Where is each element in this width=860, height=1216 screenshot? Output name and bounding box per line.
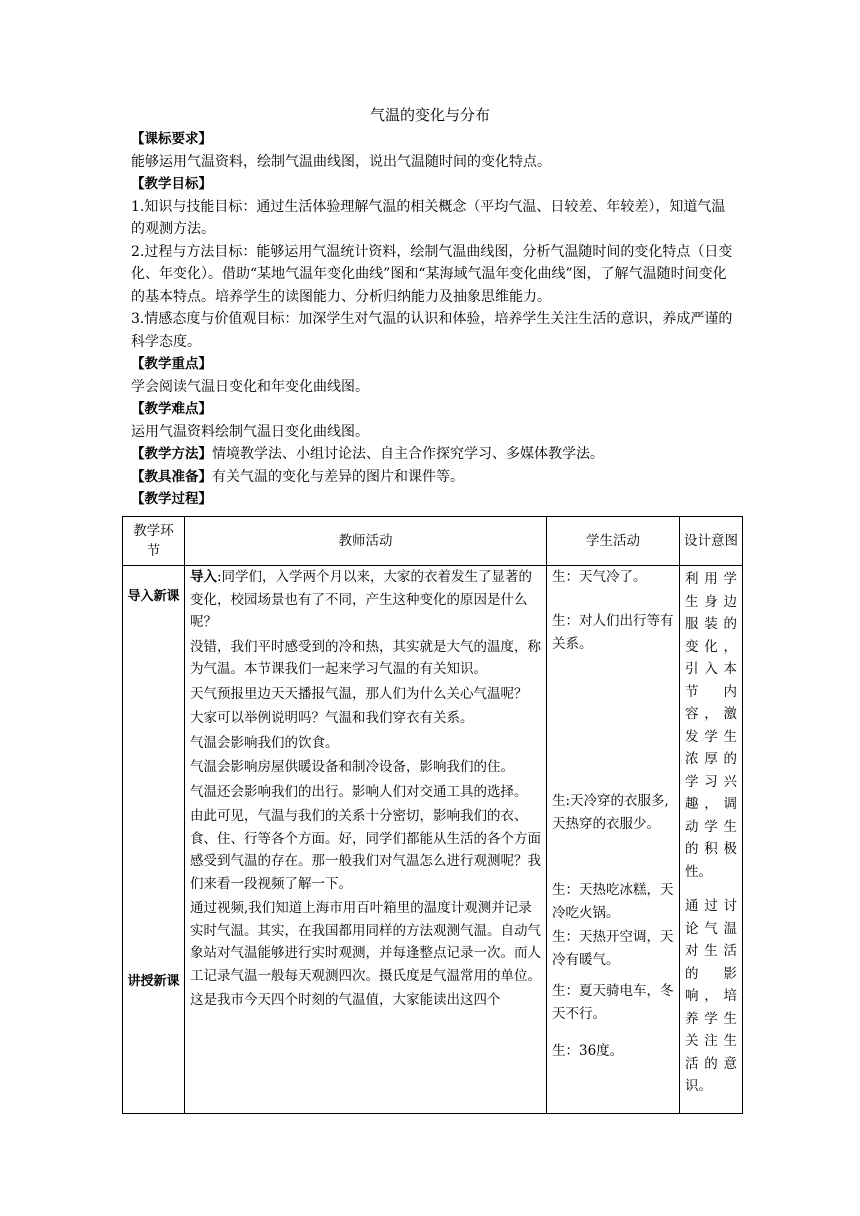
prep-text: 有关气温的变化与差异的图片和课件等。 (212, 468, 464, 485)
teacher-paragraph: 气温还会影响我们的出行。影响人们对交通工具的选择。 (190, 783, 528, 800)
section-heading-key: 【教学重点】 (131, 356, 212, 372)
stage-intro: 导入新课 (127, 589, 180, 604)
method-text: 情境教学法、小组讨论法、自主合作探究学习、多媒体教学法。 (212, 446, 604, 462)
header-teacher: 教师活动 (185, 517, 547, 566)
header-design: 设计意图 (680, 517, 743, 566)
stage-teach: 讲授新课 (127, 974, 180, 989)
table-row (123, 566, 743, 1114)
standard-text: 能够运用气温资料，绘制气温曲线图，说出气温随时间的变化特点。 (131, 153, 551, 170)
intro-label: 导入 (190, 569, 217, 585)
student-response: 生：天热吃冰糕，天冷吃火锅。 (552, 882, 674, 921)
section-heading-process: 【教学过程】 (131, 491, 212, 507)
student-response: 生：夏天骑电车，冬天不行。 (552, 983, 674, 1022)
section-heading-standard: 【课标要求】 (131, 131, 212, 147)
teacher-activity-cell (185, 566, 547, 1114)
page-title: 气温的变化与分布 (369, 106, 490, 124)
student-response: 生：36度。 (552, 1043, 624, 1059)
design-intent-cell (680, 566, 743, 1114)
goal-attitude: 3.情感态度与价值观目标：加深学生对气温的认识和体验，培养学生关注生活的意识，养成严谨的科学态度。 (131, 311, 733, 350)
method-line (131, 443, 735, 466)
goal-process: 2.过程与方法目标：能够运用气温统计资料，绘制气温曲线图，分析气温随时间的变化特点（日变化、年变化）。借助“某地气温年变化曲线”图和“某海域气温年变化曲线”图，了解气温随时间变化的基本特点。培养学生的读图能力、分析归纳能力及抽象思维能力。 (131, 243, 733, 305)
design-intent: 利用学生身边服装的变化，引入本节内容，激发学生浓厚的学习兴趣，调动学生的积极性。 (685, 571, 737, 880)
section-heading-method: 【教学方法】 (131, 446, 212, 462)
header-stage: 教学环节 (123, 517, 185, 566)
section-heading-prep: 【教具准备】 (131, 468, 212, 485)
teacher-paragraph: 通过视频,我们知道上海市用百叶箱里的温度计观测并记录实时气温。其实，在我国都用同样的方法观测气温。自动气象站对气温能够进行实时观测，并每逢整点记录一次。而人工记录气温一般每天观测四次。摄氏度是气温常用的单位。 (190, 900, 541, 984)
teacher-paragraph: 由此可见，气温与我们的关系十分密切，影响我们的衣、食、住、行等各个方面。好，同学们都能从生活的各个方面感受到气温的存在。那一般我们对气温怎么进行观测呢？我们来看一段视频了解一下。 (190, 808, 541, 892)
student-response: 生：天热开空调，天冷有暖气。 (552, 929, 674, 968)
teacher-paragraph: 气温会影响我们的饮食。 (190, 734, 339, 751)
section-heading-goals: 【教学目标】 (131, 176, 212, 192)
student-response: 生：对人们出行等有关系。 (552, 613, 674, 652)
design-intent: 通过讨论气温对生活的影响，培养学生关注生活的意识。 (685, 898, 737, 1094)
goal-knowledge: 1.知识与技能目标：通过生活体验理解气温的相关概念（平均气温、日较差、年较差），知道气温的观测方法。 (131, 198, 726, 237)
intro-text: :同学们，入学两个月以来，大家的衣着发生了显著的变化，校园场景也有了不同，产生这种变化的原因是什么呢？ (190, 569, 533, 630)
difficulty-text: 运用气温资料绘制气温日变化曲线图。 (131, 423, 369, 440)
teacher-paragraph: 气温会影响房屋供暖设备和制冷设备，影响我们的住。 (190, 759, 514, 775)
section-heading-difficulty: 【教学难点】 (131, 401, 212, 417)
key-text: 学会阅读气温日变化和年变化曲线图。 (131, 378, 369, 395)
student-activity-cell (547, 566, 680, 1114)
header-student: 学生活动 (547, 517, 680, 566)
stage-cell (123, 566, 185, 1114)
teaching-process-table (122, 516, 743, 1114)
teacher-paragraph: 没错，我们平时感受到的冷和热，其实就是大气的温度，称为气温。本节课我们一起来学习气温的有关知识。 (190, 638, 541, 677)
teacher-paragraph: 天气预报里边天天播报气温，那人们为什么关心气温呢？ (190, 685, 528, 702)
prep-line (131, 466, 735, 489)
teacher-paragraph: 这是我市今天四个时刻的气温值，大家能读出这四个 (190, 992, 501, 1008)
teacher-intro (190, 566, 541, 634)
student-response: 生：天气冷了。 (552, 569, 647, 585)
table-header-row (123, 517, 743, 566)
teacher-paragraph: 大家可以举例说明吗？气温和我们穿衣有关系。 (190, 710, 474, 726)
lesson-plan-body (131, 128, 735, 511)
student-response: 生:天冷穿的衣服多,天热穿的衣服少。 (552, 793, 669, 832)
